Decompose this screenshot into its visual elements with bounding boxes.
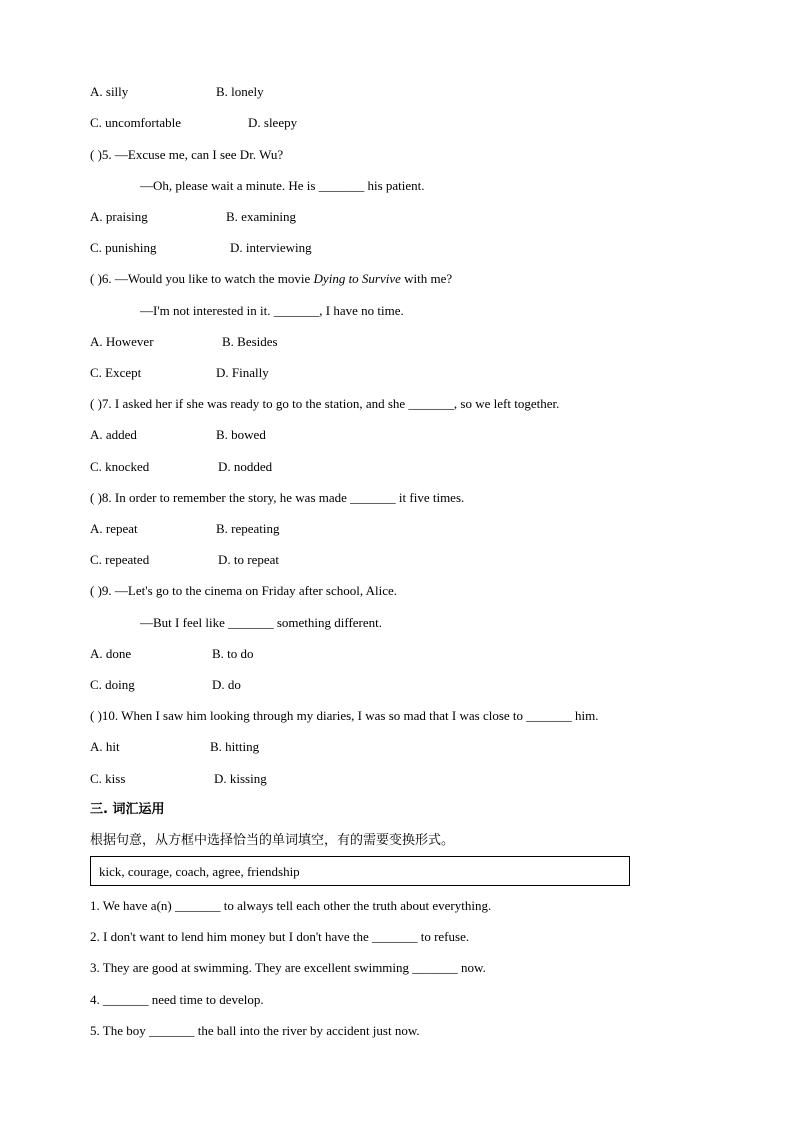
q6-stem-line <box>90 271 452 287</box>
q5-option-b: B. examining <box>226 209 297 224</box>
q4-option-a: A. silly <box>90 84 129 99</box>
q7-option-a: A. added <box>90 427 137 442</box>
q6-reply: —I'm not interested in it. _______, I have no time. <box>140 303 404 318</box>
q9-answer-paren[interactable]: ( ) <box>90 583 102 598</box>
q6-option-b: B. Besides <box>222 334 278 349</box>
q4-option-c: C. uncomfortable <box>90 115 181 130</box>
q5-answer-paren[interactable]: ( ) <box>90 147 102 162</box>
q7-stem: 7. I asked her if she was ready to go to the station, and she _______, so we left together. <box>101 396 560 411</box>
q10-answer-paren[interactable]: ( ) <box>90 708 102 723</box>
q6-stem-pre: 6. —Would you like to watch the movie <box>101 271 314 286</box>
q9-option-a: A. done <box>90 646 132 661</box>
q6-stem-post: with me? <box>400 271 453 286</box>
fill-item-4: 4. _______ need time to develop. <box>90 992 264 1007</box>
q8-stem-line <box>90 490 464 506</box>
fill-item-5: 5. The boy _______ the ball into the river by accident just now. <box>90 1023 420 1038</box>
q6-option-a: A. However <box>90 334 154 349</box>
q9-option-d: D. do <box>212 677 241 692</box>
q7-stem-line <box>90 396 559 412</box>
q9-stem-line <box>90 583 397 599</box>
q10-option-d: D. kissing <box>214 771 267 786</box>
q5-stem: 5. —Excuse me, can I see Dr. Wu? <box>101 147 284 162</box>
q5-stem-line <box>90 147 283 163</box>
q9-stem: 9. —Let's go to the cinema on Friday after school, Alice. <box>101 583 398 598</box>
section-title: 三. 词汇运用 <box>90 802 165 817</box>
q7-option-b: B. bowed <box>216 427 266 442</box>
word-bank-text: kick, courage, coach, agree, friendship <box>99 864 300 879</box>
q8-option-d: D. to repeat <box>218 552 280 567</box>
q10-stem: 10. When I saw him looking through my diaries, I was so mad that I was close to _______ him. <box>101 708 599 723</box>
q10-stem-line <box>90 708 599 724</box>
q8-option-b: B. repeating <box>216 521 280 536</box>
q4-option-d: D. sleepy <box>248 115 298 130</box>
q5-option-c: C. punishing <box>90 240 157 255</box>
q9-option-b: B. to do <box>212 646 254 661</box>
q10-option-b: B. hitting <box>210 739 260 754</box>
q7-answer-paren[interactable]: ( ) <box>90 396 102 411</box>
q6-option-d: D. Finally <box>216 365 269 380</box>
q8-stem: 8. In order to remember the story, he was made _______ it five times. <box>101 490 465 505</box>
q7-option-d: D. nodded <box>218 459 273 474</box>
section-instruction: 根据句意，从方框中选择恰当的单词填空，有的需要变换形式。 <box>90 833 455 848</box>
q6-movie-title: Dying to Survive <box>313 271 401 286</box>
word-bank-box <box>90 856 630 886</box>
q8-answer-paren[interactable]: ( ) <box>90 490 102 505</box>
q9-reply: —But I feel like _______ something different. <box>140 615 383 630</box>
q7-option-c: C. knocked <box>90 459 150 474</box>
q8-option-c: C. repeated <box>90 552 150 567</box>
q5-reply: —Oh, please wait a minute. He is _______ his patient. <box>140 178 425 193</box>
fill-item-1: 1. We have a(n) _______ to always tell each other the truth about everything. <box>90 898 492 913</box>
fill-item-2: 2. I don't want to lend him money but I don't have the _______ to refuse. <box>90 929 470 944</box>
q4-option-b: B. lonely <box>216 84 264 99</box>
q6-answer-paren[interactable]: ( ) <box>90 271 102 286</box>
fill-item-3: 3. They are good at swimming. They are excellent swimming _______ now. <box>90 960 486 975</box>
q8-option-a: A. repeat <box>90 521 138 536</box>
q9-option-c: C. doing <box>90 677 135 692</box>
q10-option-a: A. hit <box>90 739 120 754</box>
q6-option-c: C. Except <box>90 365 142 380</box>
q5-option-a: A. praising <box>90 209 148 224</box>
q10-option-c: C. kiss <box>90 771 126 786</box>
q5-option-d: D. interviewing <box>230 240 312 255</box>
